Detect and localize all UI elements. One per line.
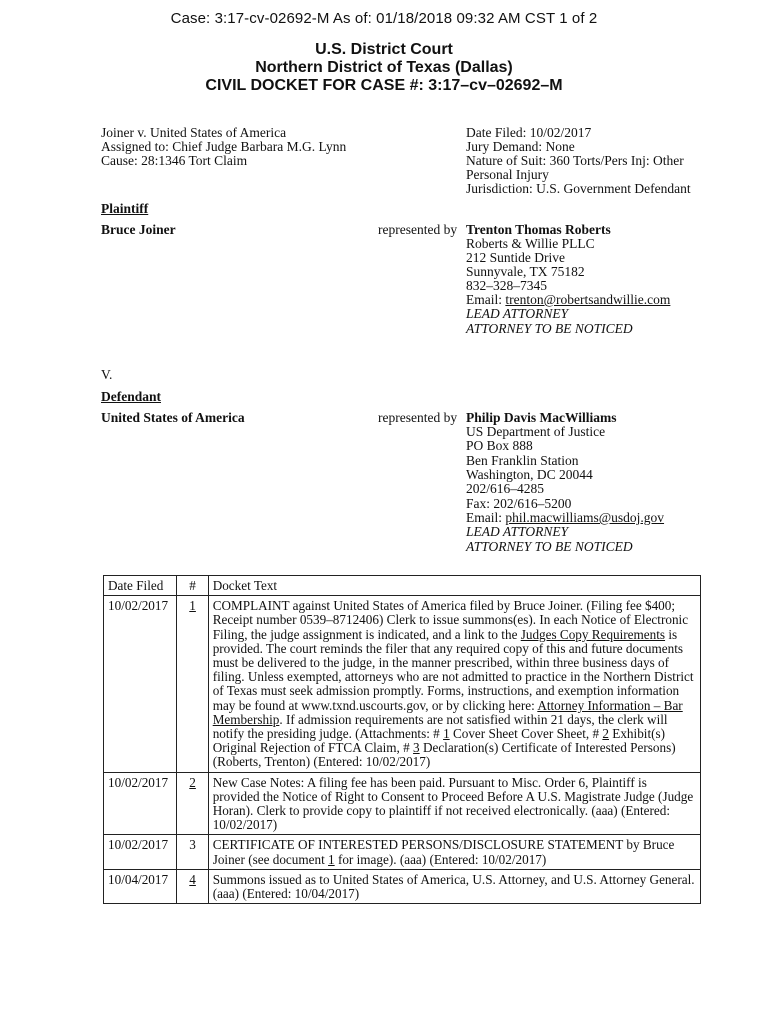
email-label: Email: [466, 510, 506, 525]
assigned-judge: Assigned to: Chief Judge Barbara M.G. Lynn [101, 139, 347, 154]
plaintiff-heading: Plaintiff [101, 201, 149, 216]
jury-demand: Jury Demand: None [466, 139, 575, 154]
plaintiff-represented-by: represented by [378, 222, 458, 237]
defendant-attorney-email-link[interactable]: phil.macwilliams@usdoj.gov [505, 510, 665, 525]
plaintiff-lead-attorney: LEAD ATTORNEY [466, 306, 569, 321]
court-name: U.S. District Court [315, 41, 453, 58]
defendant-heading: Defendant [101, 389, 161, 404]
docket-row [104, 596, 701, 772]
jurisdiction: Jurisdiction: U.S. Government Defendant [466, 181, 691, 196]
plaintiff-attorney-name: Trenton Thomas Roberts [466, 222, 611, 237]
docket-text: COMPLAINT against United States of America filed by Bruce Joiner. (Filing fee $400; Receipt number 0539–8712406) Clerk to issue summons(es). In each Notice of Electronic Filing, the judge assignment is indicated, and a link to the Judges Copy Requirements is provided. The court reminds the filer that any required copy of this and future documents must be delivered to the judge, in the manner prescribed, within three business days of filing. Unless exempted, attorneys who are not admitted to practice in the Northern District of Texas must seek admission promptly. Forms, instructions, and exemption information may be found at www.txnd.uscourts.gov, or by clicking here: Attorney Information – Bar Membership. If admission requirements are not satisfied within 21 days, the clerk will notify the presiding judge. (Attachments: # 1 Cover Sheet Cover Sheet, # 2 Exhibit(s) Original Rejection of FTCA Claim, # 3 Declaration(s) Certificate of Interested Persons) (Roberts, Trenton) (Entered: 10/02/2017) [208, 596, 700, 772]
attachment-3-link[interactable]: 3 [413, 740, 420, 756]
cause: Cause: 28:1346 Tort Claim [101, 153, 248, 168]
docket-number-link[interactable]: 4 [177, 869, 208, 903]
docket-number-link[interactable]: 2 [177, 772, 208, 835]
docket-number: 3 [177, 835, 208, 869]
defendant-attorney-phone: 202/616–4285 [466, 481, 545, 496]
attachment-1-link[interactable]: 1 [443, 726, 450, 742]
case-status-line: Case: 3:17-cv-02692-M As of: 01/18/2018 09:32 AM CST 1 of 2 [170, 10, 598, 27]
plaintiff-attorney-city: Sunnyvale, TX 75182 [466, 264, 585, 279]
judges-copy-requirements-link[interactable]: Judges Copy Requirements [520, 626, 666, 642]
docket-date: 10/02/2017 [104, 835, 177, 869]
plaintiff-attorney-phone: 832–328–7345 [466, 278, 547, 293]
nature-of-suit: Nature of Suit: 360 Torts/Pers Inj: Other [466, 153, 684, 168]
case-caption: Joiner v. United States of America [101, 125, 287, 140]
docket-text: New Case Notes: A filing fee has been paid. Pursuant to Misc. Order 6, Plaintiff is provided the Notice of Right to Consent to Proceed Before A U.S. Magistrate Judge (Judge Horan). Clerk to provide copy to plaintiff if not received electronically. (aaa) (Entered: 10/02/2017) [208, 772, 700, 835]
nature-of-suit-cont: Personal Injury [466, 167, 549, 182]
defendant-name: United States of America [101, 410, 245, 425]
district-name: Northern District of Texas (Dallas) [255, 59, 513, 76]
docket-date: 10/02/2017 [104, 772, 177, 835]
col-header-date: Date Filed [104, 576, 177, 596]
docket-text: Summons issued as to United States of America, U.S. Attorney, and U.S. Attorney General. (aaa) (Entered: 10/04/2017) [208, 869, 700, 903]
defendant-attorney-org: US Department of Justice [466, 424, 606, 439]
defendant-attorney-email-line [466, 511, 664, 525]
col-header-number: # [177, 576, 208, 596]
docket-row [104, 835, 701, 869]
docket-header-row [104, 576, 701, 596]
defendant-attorney-pobox: PO Box 888 [466, 438, 533, 453]
defendant-lead-attorney: LEAD ATTORNEY [466, 524, 569, 539]
defendant-attorney-city: Washington, DC 20044 [466, 467, 593, 482]
versus: V. [101, 367, 113, 382]
attorney-information-link[interactable]: Attorney Information – Bar Membership [212, 697, 683, 727]
plaintiff-name: Bruce Joiner [101, 222, 176, 237]
defendant-attorney-name: Philip Davis MacWilliams [466, 410, 617, 425]
docket-date: 10/02/2017 [104, 596, 177, 772]
plaintiff-attorney-email-line [466, 293, 670, 307]
docket-row [104, 772, 701, 835]
email-label: Email: [466, 292, 506, 307]
document-1-link[interactable]: 1 [328, 851, 335, 867]
plaintiff-attorney-street: 212 Suntide Drive [466, 250, 565, 265]
col-header-text: Docket Text [208, 576, 700, 596]
docket-table [103, 575, 701, 904]
defendant-represented-by: represented by [378, 410, 458, 425]
attachment-2-link[interactable]: 2 [602, 726, 609, 742]
docket-row [104, 869, 701, 903]
docket-date: 10/04/2017 [104, 869, 177, 903]
plaintiff-attorney-firm: Roberts & Willie PLLC [466, 236, 595, 251]
defendant-attorney-fax: Fax: 202/616–5200 [466, 496, 572, 511]
docket-number-link[interactable]: 1 [177, 596, 208, 772]
plaintiff-attorney-noticed: ATTORNEY TO BE NOTICED [466, 321, 633, 336]
defendant-attorney-noticed: ATTORNEY TO BE NOTICED [466, 539, 633, 554]
date-filed: Date Filed: 10/02/2017 [466, 125, 592, 140]
defendant-attorney-station: Ben Franklin Station [466, 453, 579, 468]
docket-title: CIVIL DOCKET FOR CASE #: 3:17–cv–02692–M [205, 77, 563, 94]
plaintiff-attorney-email-link[interactable]: trenton@robertsandwillie.com [505, 292, 671, 307]
docket-text: CERTIFICATE OF INTERESTED PERSONS/DISCLOSURE STATEMENT by Bruce Joiner (see document 1 for image). (aaa) (Entered: 10/02/2017) [208, 835, 700, 869]
